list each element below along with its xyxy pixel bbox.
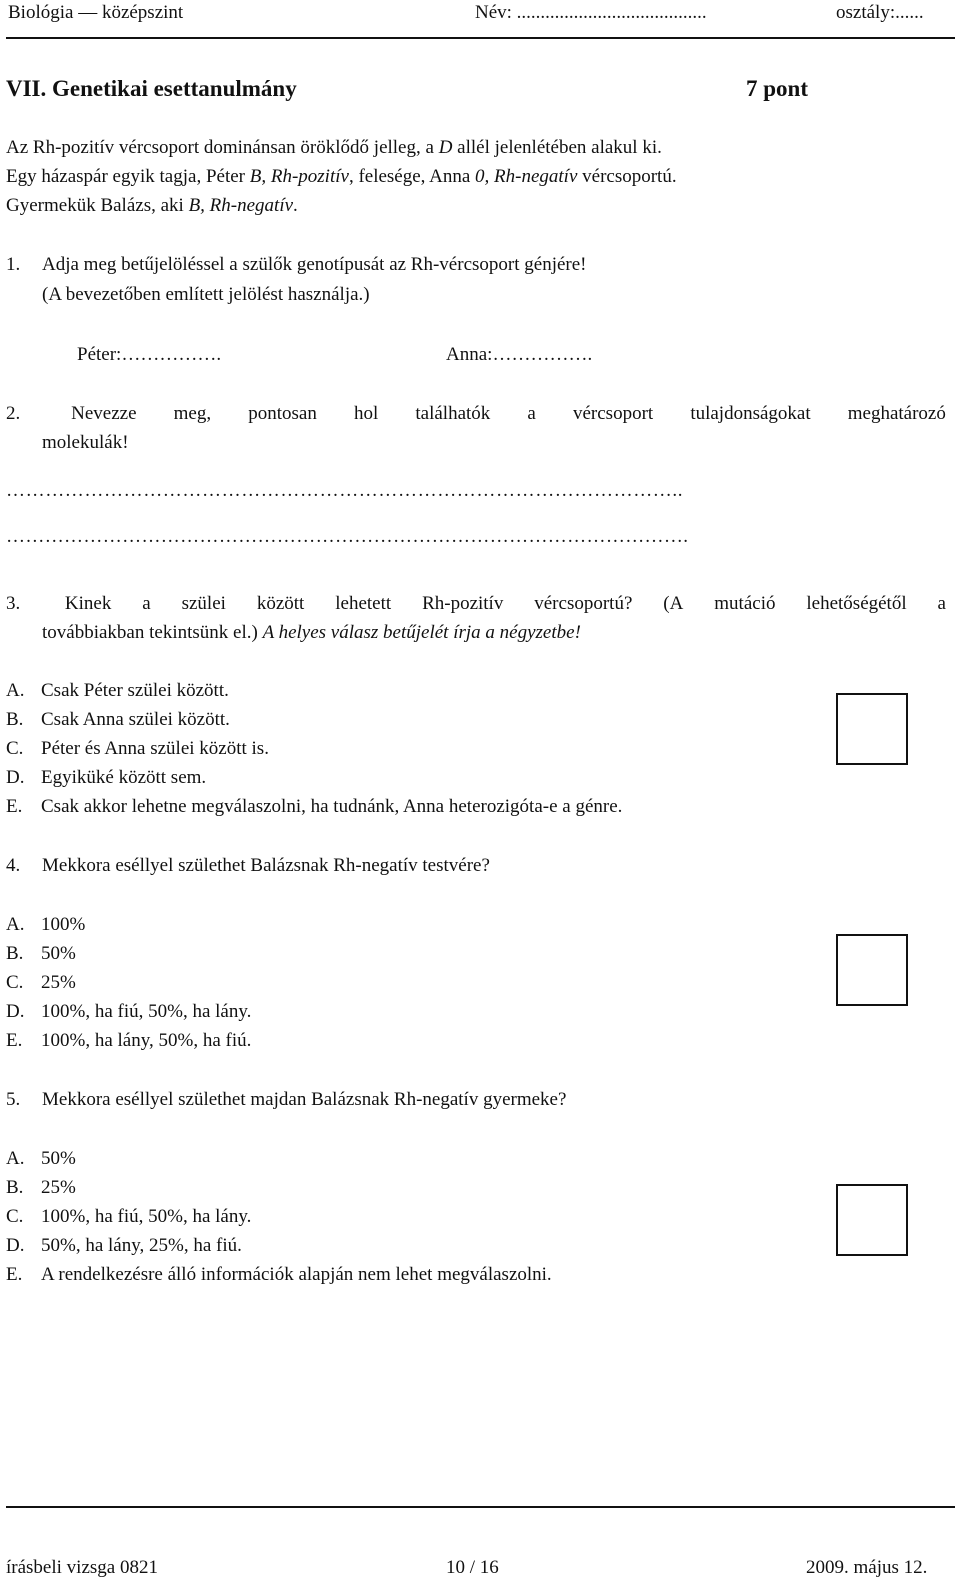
option-c: C. 25%	[6, 972, 76, 993]
option-e: E. 100%, ha lány, 50%, ha fiú.	[6, 1030, 252, 1051]
header-class-field: osztály:......	[836, 2, 924, 23]
answer-line[interactable]: …………………………………………………………………………………………..	[6, 480, 684, 501]
option-a: A. 50%	[6, 1148, 76, 1169]
intro-line: Gyermekük Balázs, aki B, Rh-negatív.	[6, 195, 298, 216]
question-1-note: (A bevezetőben említett jelölést használja.)	[42, 284, 370, 305]
question-3: 3. Kinek a szülei között lehetett Rh-pozitív vércsoportú? (A mutáció lehetőségétől a	[6, 593, 946, 614]
option-a: A. 100%	[6, 914, 86, 935]
question-number: 3.	[6, 593, 21, 614]
question-number: 5.	[6, 1089, 21, 1110]
question-3-line2: továbbiakban tekintsünk el.) A helyes válasz betűjelét írja a négyzetbe!	[42, 622, 581, 643]
section-points: 7 pont	[746, 76, 808, 101]
option-d: D. 50%, ha lány, 25%, ha fiú.	[6, 1235, 242, 1256]
answer-box-q3[interactable]	[836, 693, 908, 765]
option-b: B. 50%	[6, 943, 76, 964]
option-e: E. Csak akkor lehetne megválaszolni, ha tudnánk, Anna heterozigóta-e a génre.	[6, 796, 623, 817]
answer-peter[interactable]: Péter:…………….	[77, 344, 222, 365]
question-1	[6, 254, 587, 276]
section-title: VII. Genetikai esettanulmány	[6, 76, 297, 101]
intro-line: Egy házaspár egyik tagja, Péter B, Rh-pozitív, felesége, Anna 0, Rh-negatív vércsoportú.	[6, 166, 677, 187]
intro-line: Az Rh-pozitív vércsoport dominánsan öröklődő jelleg, a D allél jelenlétében alakul ki.	[6, 137, 662, 158]
option-c: C. 100%, ha fiú, 50%, ha lány.	[6, 1206, 252, 1227]
question-number: 2.	[6, 403, 21, 424]
question-text: Mekkora eséllyel születhet majdan Balázsnak Rh-negatív gyermeke?	[42, 1089, 567, 1110]
footer-date: 2009. május 12.	[806, 1557, 928, 1578]
answer-line[interactable]: …………………………………………………………………………………………….	[6, 526, 689, 547]
answer-anna[interactable]: Anna:…………….	[446, 344, 593, 365]
header-name-field: Név: ........................................	[475, 2, 707, 23]
option-b: B. Csak Anna szülei között.	[6, 709, 230, 730]
footer-rule	[6, 1506, 955, 1508]
header-subject: Biológia — középszint	[8, 2, 184, 23]
answer-box-q5[interactable]	[836, 1184, 908, 1256]
answer-box-q4[interactable]	[836, 934, 908, 1006]
question-2-line2: molekulák!	[42, 432, 129, 453]
option-e: E. A rendelkezésre álló információk alapján nem lehet megválaszolni.	[6, 1264, 552, 1285]
instruction: A helyes válasz betűjelét írja a négyzetbe!	[262, 622, 581, 643]
option-a: A. Csak Péter szülei között.	[6, 680, 229, 701]
option-d: D. Egyiküké között sem.	[6, 767, 207, 788]
question-text: Mekkora eséllyel születhet Balázsnak Rh-negatív testvére?	[42, 855, 490, 876]
question-number: 1.	[6, 254, 21, 275]
option-c: C. Péter és Anna szülei között is.	[6, 738, 269, 759]
option-d: D. 100%, ha fiú, 50%, ha lány.	[6, 1001, 252, 1022]
question-text: Adja meg betűjelöléssel a szülők genotípusát az Rh-vércsoport génjére!	[42, 254, 587, 275]
page-number: 10 / 16	[446, 1557, 499, 1578]
question-number: 4.	[6, 855, 21, 876]
question-4	[6, 855, 490, 877]
header-rule	[6, 37, 955, 39]
question-2: 2. Nevezze meg, pontosan hol találhatók a vércsoport tulajdonságokat meghatározó	[6, 403, 946, 424]
footer-exam: írásbeli vizsga 0821	[6, 1557, 158, 1578]
question-5	[6, 1089, 566, 1111]
option-b: B. 25%	[6, 1177, 76, 1198]
